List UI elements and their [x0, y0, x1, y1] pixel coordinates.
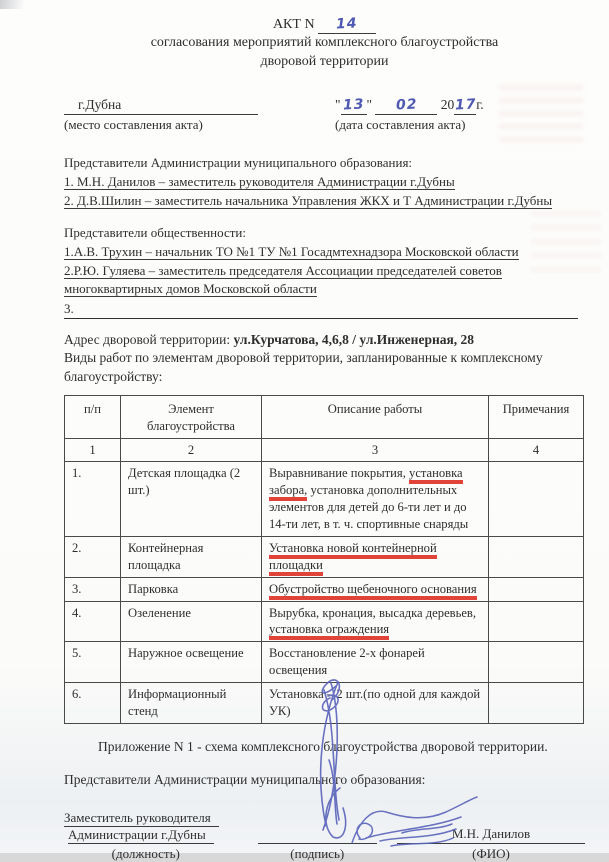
- date-month-blank: [375, 97, 437, 115]
- signature-row: [64, 810, 585, 862]
- row-num: 5.: [65, 642, 121, 683]
- table-row: [65, 536, 584, 577]
- position-column: [64, 810, 228, 862]
- position-caption: (должность): [111, 845, 180, 861]
- signing-heading: Представители Администрации муниципального образования:: [64, 771, 426, 787]
- row-note: [489, 683, 584, 724]
- name-caption: (ФИО): [472, 845, 510, 861]
- public-rep-blank-line: 3.: [64, 301, 578, 319]
- address-block: [64, 331, 585, 386]
- text-segment: Восстановление 2-х фонарей освещения: [269, 646, 425, 678]
- date-block: [335, 97, 585, 133]
- admin-rep-item: 1. М.Н. Данилов – заместитель руководителя Администрации г.Дубны: [64, 174, 455, 190]
- date-year-blank: [454, 97, 476, 115]
- row-description: [262, 536, 489, 577]
- date-day-handwritten: 13: [342, 96, 365, 114]
- works-intro-line-2: благоустройству:: [64, 368, 163, 384]
- text-segment: Вырубка, кронация, высадка деревьев,: [269, 605, 477, 620]
- position-line-1: Заместитель руководителя: [64, 810, 219, 827]
- text-segment: установка дополнительных элементов для детей до 6-ти лет и до 14-ти лет, в т. ч. спортивные снаряды: [269, 483, 469, 532]
- signer-name: М.Н. Данилов: [397, 826, 585, 844]
- public-reps-heading: Представители общественности:: [64, 224, 246, 240]
- red-marked-text: установка ограждения: [269, 622, 389, 640]
- text-segment: Установка – 2 шт.(по одной для каждой УК): [269, 687, 481, 718]
- place-date-row: [64, 97, 585, 133]
- col-header-num: п/п: [65, 395, 121, 438]
- row-element: Контейнерная площадка: [121, 536, 262, 577]
- admin-reps-heading: Представители Администрации муниципального образования:: [64, 155, 413, 171]
- public-rep-item-continuation: многоквартирных домов Московской области: [64, 281, 317, 297]
- signature-caption: (подпись): [290, 845, 345, 861]
- admin-reps-block: [64, 154, 585, 211]
- date-year-prefix: 20: [440, 97, 455, 113]
- row-note: [489, 462, 584, 537]
- col-header-notes: Примечания: [489, 395, 584, 438]
- title-line-3: дворовой территории: [260, 53, 389, 69]
- row-num: 2.: [65, 536, 121, 577]
- public-rep-item: 2.Р.Ю. Гуляева – заместитель председателя Ассоциации председателей советов: [64, 262, 502, 278]
- signature-blank-line: [258, 826, 377, 844]
- date-caption: (дата составления акта): [335, 117, 466, 133]
- row-note: [489, 536, 584, 577]
- appendix-line: Приложение N 1 - схема комплексного благоустройства дворовой территории.: [98, 738, 548, 754]
- quote-open: ": [335, 97, 341, 113]
- act-label: АКТ N: [272, 17, 315, 32]
- red-marked-text: Обустройство щебеночного основания: [269, 582, 477, 600]
- row-num: 4.: [65, 601, 121, 642]
- text-segment: Выравнивание покрытия,: [269, 466, 410, 481]
- column-number-row: 1 2 3 4: [65, 438, 584, 462]
- name-column: [397, 826, 585, 862]
- row-element: Детская площадка (2 шт.): [121, 462, 262, 537]
- row-element: Озеленение: [121, 601, 262, 642]
- row-description: [262, 601, 489, 642]
- date-year-handwritten: 17: [454, 96, 477, 114]
- title-line-2: согласования мероприятий комплексного благоустройства: [150, 35, 499, 51]
- table-row: [65, 642, 584, 683]
- public-rep-item: 1.А.В. Трухин – начальник ТО №1 ТУ №1 Госадмтехнадзора Московской области: [64, 243, 519, 259]
- table-row: [65, 683, 584, 724]
- row-description: [262, 642, 489, 683]
- address-line: [64, 331, 585, 349]
- scan-corner-artifact: [0, 0, 38, 9]
- address-label: Адрес дворовой территории:: [64, 332, 231, 348]
- place-caption: (место составления акта): [64, 117, 203, 133]
- row-note: [489, 642, 584, 683]
- row-num: 3.: [65, 577, 121, 601]
- row-description: [262, 462, 489, 537]
- row-element: Информационный стенд: [121, 683, 262, 724]
- works-intro-line-1: Виды работ по элементам дворовой территории, запланированные к комплексному: [64, 350, 543, 366]
- date-suffix: г.: [476, 97, 484, 113]
- place-value: г.Дубна: [64, 97, 258, 115]
- row-description: [262, 683, 489, 724]
- red-marked-text: Установка новой контейнерной площадки: [269, 541, 437, 576]
- table-row: [65, 601, 584, 642]
- act-number-blank: [318, 17, 376, 34]
- act-number-handwritten: 14: [335, 15, 359, 33]
- signature-column: [258, 826, 377, 862]
- public-reps-block: [64, 224, 585, 319]
- row-num: 1.: [65, 462, 121, 537]
- date-day-blank: [341, 97, 367, 115]
- address-value: ул.Курчатова, 4,6,8 / ул.Инженерная, 28: [233, 332, 475, 348]
- act-title-line: [64, 16, 585, 34]
- row-num: 6.: [65, 683, 121, 724]
- position-line-2: Администрации г.Дубны: [68, 827, 214, 844]
- row-description: [262, 577, 489, 601]
- row-note: [489, 601, 584, 642]
- col-header-description: Описание работы: [262, 395, 489, 438]
- row-element: Парковка: [121, 577, 262, 601]
- date-month-handwritten: 02: [395, 96, 418, 114]
- title-block: [64, 16, 585, 71]
- red-marked-text: установка забора,: [269, 466, 463, 501]
- quote-close: ": [366, 97, 373, 113]
- table-header-row: [65, 395, 584, 438]
- admin-rep-item: 2. Д.В.Шилин – заместитель начальника Управления ЖКХ и Т Администрации г.Дубны: [64, 193, 553, 209]
- row-element: Наружное освещение: [121, 642, 262, 683]
- place-block: [64, 97, 279, 133]
- row-note: [489, 577, 584, 601]
- date-line: [335, 97, 585, 115]
- col-header-element: Элемент благоустройства: [121, 395, 262, 438]
- table-row: [65, 577, 584, 601]
- table-row: [65, 462, 584, 537]
- works-table: [64, 395, 584, 724]
